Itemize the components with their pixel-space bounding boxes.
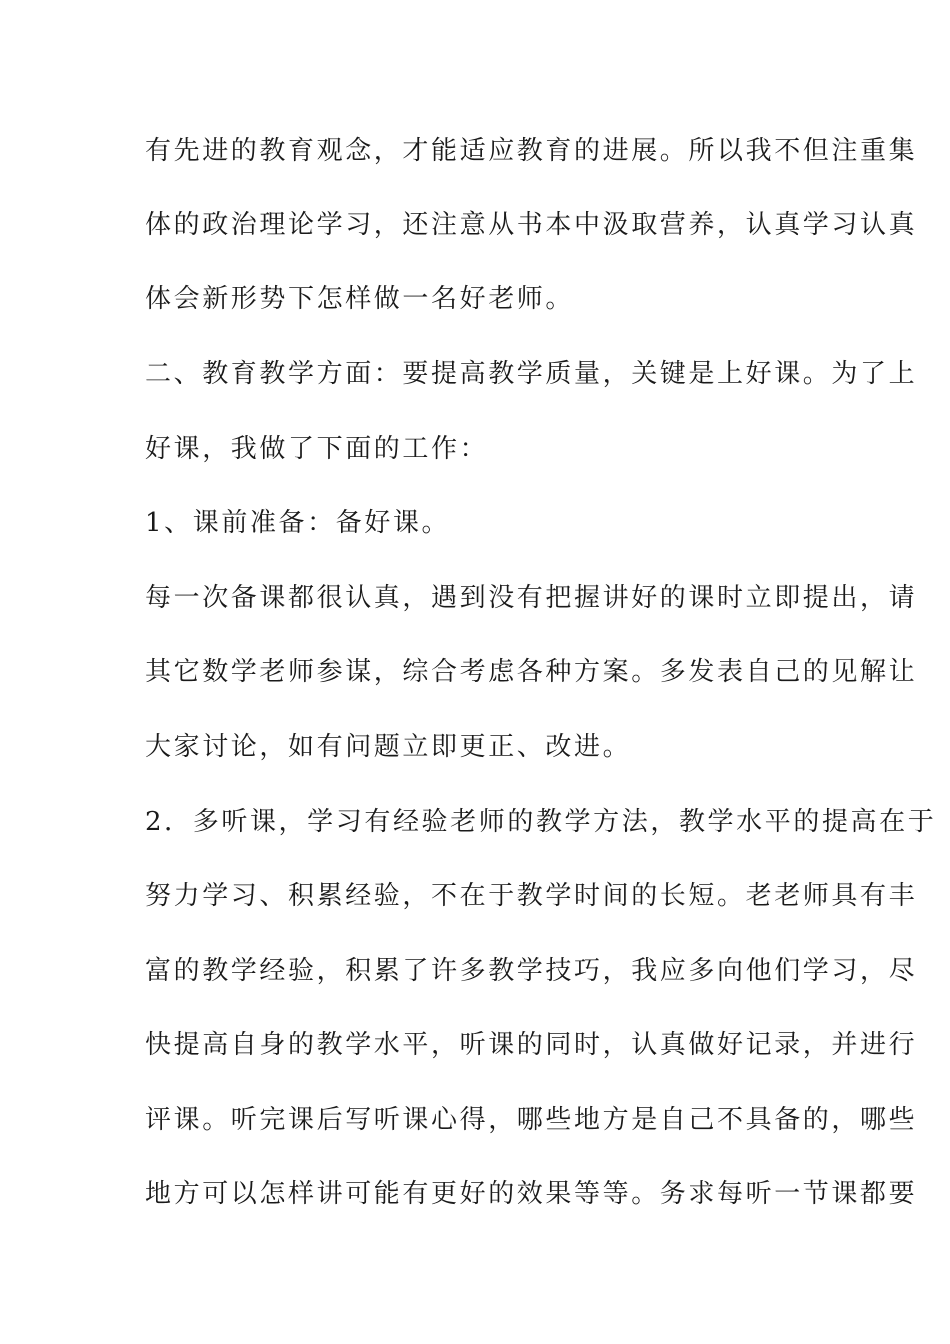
- text-line-14: 评课。听完课后写听课心得，哪些地方是自己不具备的，哪些: [145, 1105, 918, 1135]
- text-line-10: 2．多听课，学习有经验老师的教学方法，教学水平的提高在于: [145, 807, 937, 837]
- text-line-11: 努力学习、积累经验，不在于教学时间的长短。老老师具有丰: [145, 881, 918, 911]
- text-line-5: 好课，我做了下面的工作：: [145, 434, 489, 464]
- text-line-2: 体的政治理论学习，还注意从书本中汲取营养，认真学习认真: [145, 210, 918, 240]
- text-line-1: 有先进的教育观念，才能适应教育的进展。所以我不但注重集: [145, 136, 918, 166]
- text-line-15: 地方可以怎样讲可能有更好的效果等等。务求每听一节课都要: [145, 1179, 918, 1209]
- text-line-12: 富的教学经验，积累了许多教学技巧，我应多向他们学习，尽: [145, 956, 918, 986]
- text-line-3: 体会新形势下怎样做一名好老师。: [145, 284, 575, 314]
- text-line-7: 每一次备课都很认真，遇到没有把握讲好的课时立即提出，请: [145, 583, 918, 613]
- text-line-6: 1、课前准备：备好课。: [145, 508, 451, 538]
- text-line-8: 其它数学老师参谋，综合考虑各种方案。多发表自己的见解让: [145, 657, 918, 687]
- text-line-9: 大家讨论，如有问题立即更正、改进。: [145, 732, 632, 762]
- text-line-4: 二、教育教学方面：要提高教学质量，关键是上好课。为了上: [145, 359, 918, 389]
- text-line-13: 快提高自身的教学水平，听课的同时，认真做好记录，并进行: [145, 1030, 918, 1060]
